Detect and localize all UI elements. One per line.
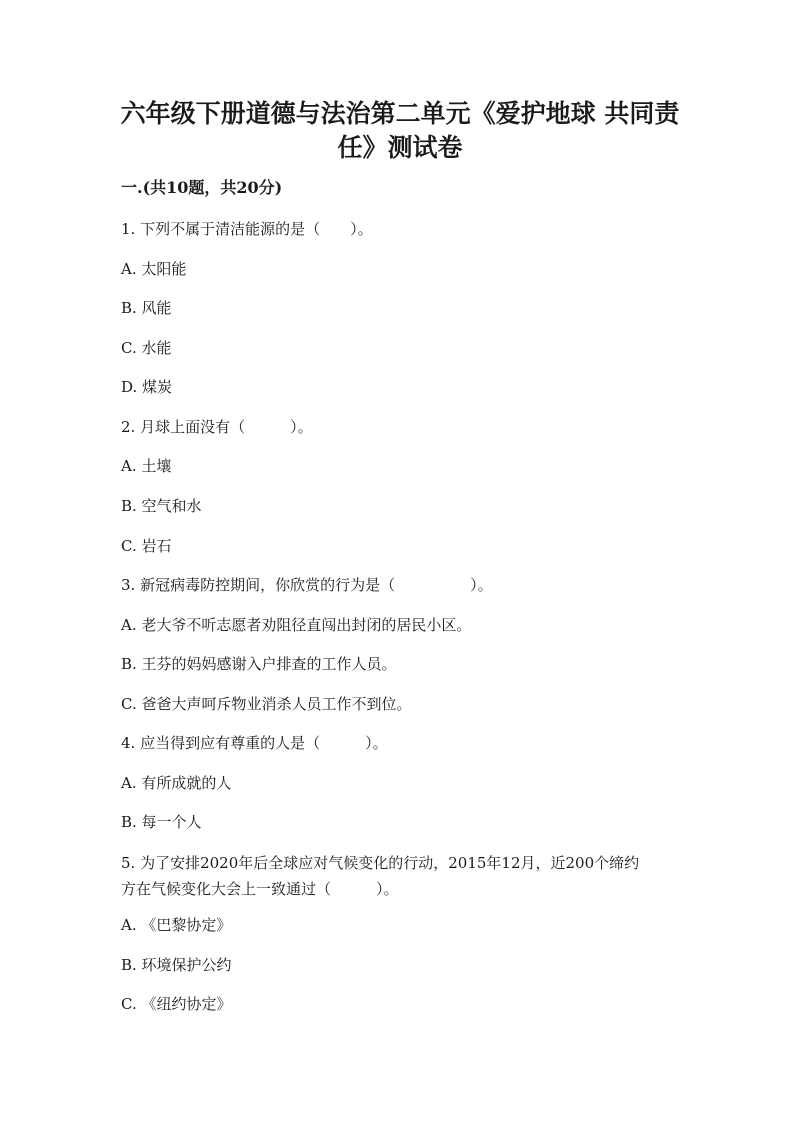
question-5-option-c: C. 《纽约协定》 xyxy=(121,995,232,1013)
question-4-option-b: B. 每一个人 xyxy=(121,813,202,831)
question-1-option-d: D. 煤炭 xyxy=(121,378,173,396)
question-3-option-c: C. 爸爸大声呵斥物业消杀人员工作不到位。 xyxy=(121,695,412,713)
question-2-stem: 2. 月球上面没有（ ）。 xyxy=(121,418,313,436)
question-5-stem xyxy=(121,850,681,902)
question-4-stem: 4. 应当得到应有尊重的人是（ ）。 xyxy=(121,734,388,752)
question-3-option-b: B. 王芬的妈妈感谢入户排查的工作人员。 xyxy=(121,655,397,673)
question-2-option-a: A. 土壤 xyxy=(121,457,172,475)
question-2-option-b: B. 空气和水 xyxy=(121,497,202,515)
question-3-stem: 3. 新冠病毒防控期间，你欣赏的行为是（ ）。 xyxy=(121,576,493,594)
question-5-option-a: A. 《巴黎协定》 xyxy=(121,916,232,934)
question-5-option-b: B. 环境保护公约 xyxy=(121,956,232,974)
question-4-option-a: A. 有所成就的人 xyxy=(121,774,232,792)
title-line-1: 六年级下册道德与法治第二单元《爱护地球 共同责 xyxy=(120,99,680,128)
title-line-2: 任》测试卷 xyxy=(337,133,463,162)
section-header: 一.(共10题，共20分) xyxy=(121,178,283,197)
question-1-option-c: C. 水能 xyxy=(121,339,172,357)
question-3-option-a: A. 老大爷不听志愿者劝阻径直闯出封闭的居民小区。 xyxy=(121,616,472,634)
question-1-stem: 1. 下列不属于清洁能源的是（ ）。 xyxy=(121,220,373,238)
question-2-option-c: C. 岩石 xyxy=(121,537,172,555)
question-1-option-a: A. 太阳能 xyxy=(121,260,187,278)
question-5-stem-line-1: 5. 为了安排2020年后全球应对气候变化的行动，2015年12月，近200个缔约 xyxy=(121,854,640,872)
question-1-option-b: B. 风能 xyxy=(121,299,172,317)
question-5-stem-line-2: 方在气候变化大会上一致通过（ ）。 xyxy=(121,880,399,898)
